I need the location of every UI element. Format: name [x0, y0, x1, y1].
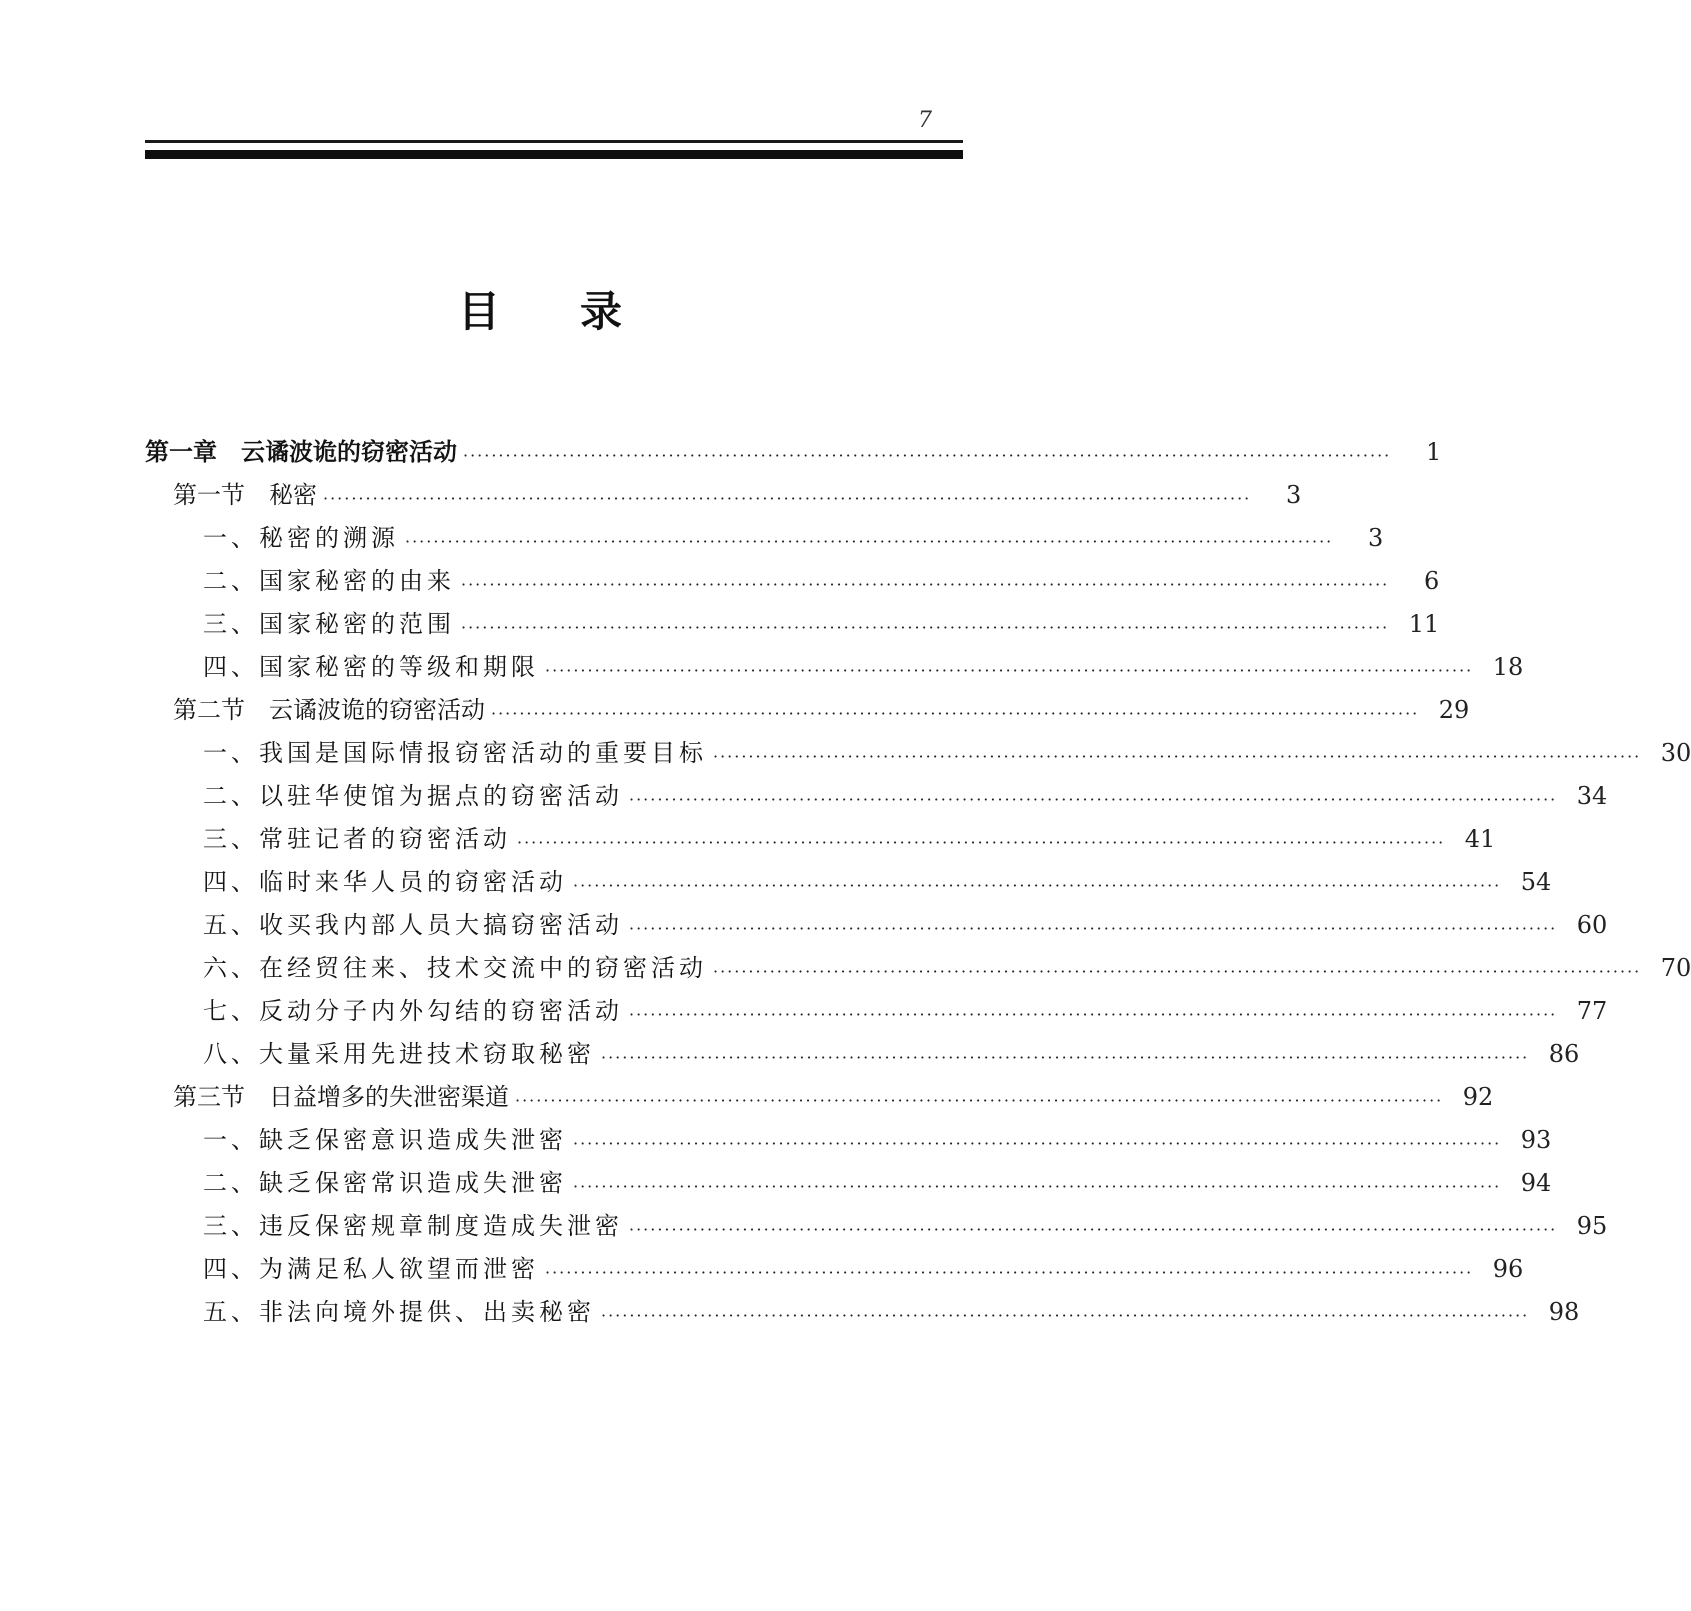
toc-page-number: 77 [1576, 997, 1608, 1025]
toc-leader-dots: ··································································································································· [713, 962, 1642, 981]
toc-leader-dots: ··································································································································· [713, 747, 1642, 766]
header-rule-thick [145, 150, 963, 159]
toc-leader-dots: ··································································································································· [323, 489, 1252, 508]
toc-page-number: 92 [1462, 1083, 1494, 1111]
toc-item[interactable] [0, 863, 1552, 899]
toc-label: 六、在经贸往来、技术交流中的窃密活动 [203, 954, 707, 982]
toc-label: 一、秘密的溯源 [203, 524, 399, 552]
toc-label: 第三节 日益增多的失泄密渠道 [173, 1083, 509, 1111]
toc-page-number: 3 [1367, 524, 1384, 552]
toc-page-number: 60 [1576, 911, 1608, 939]
toc-label: 一、我国是国际情报窃密活动的重要目标 [203, 739, 707, 767]
toc-label: 三、国家秘密的范围 [203, 610, 455, 638]
toc-item[interactable] [0, 519, 1384, 555]
toc-label: 二、以驻华使馆为据点的窃密活动 [203, 782, 623, 810]
toc-chapter[interactable] [0, 433, 1442, 469]
toc-page-number: 30 [1660, 739, 1691, 767]
toc-label: 五、收买我内部人员大搞窃密活动 [203, 911, 623, 939]
toc-page-number: 98 [1548, 1298, 1580, 1326]
toc-label: 二、国家秘密的由来 [203, 567, 455, 595]
toc-label: 第二节 云谲波诡的窃密活动 [173, 696, 485, 724]
toc-label: 八、大量采用先进技术窃取秘密 [203, 1040, 595, 1068]
toc-item[interactable] [0, 1035, 1580, 1071]
toc-page-number: 70 [1660, 954, 1691, 982]
toc-page-number: 34 [1576, 782, 1608, 810]
toc-page-number: 86 [1548, 1040, 1580, 1068]
toc-page-number: 94 [1520, 1169, 1552, 1197]
toc-page-number: 96 [1492, 1255, 1524, 1283]
toc-item[interactable] [0, 1250, 1524, 1286]
toc-leader-dots: ··································································································································· [601, 1306, 1530, 1325]
toc-leader-dots: ··································································································································· [515, 1091, 1444, 1110]
toc-label: 三、常驻记者的窃密活动 [203, 825, 511, 853]
toc-item[interactable] [0, 648, 1524, 684]
toc-leader-dots: ··································································································································· [573, 876, 1502, 895]
toc-item[interactable] [0, 1121, 1552, 1157]
toc-item[interactable] [0, 1164, 1552, 1200]
toc-page-number: 3 [1285, 481, 1302, 509]
toc-page-number: 29 [1438, 696, 1470, 724]
toc-label: 第一章 云谲波诡的窃密活动 [145, 438, 457, 466]
page-number: 7 [918, 108, 932, 133]
toc-page-number: 93 [1520, 1126, 1552, 1154]
toc-leader-dots: ··································································································································· [629, 1005, 1558, 1024]
toc-item[interactable] [0, 949, 1691, 985]
page-title: 目录 [457, 287, 702, 336]
toc-leader-dots: ··································································································································· [463, 446, 1392, 465]
toc-leader-dots: ··································································································································· [545, 661, 1474, 680]
header-rule-thin [145, 140, 963, 143]
toc-leader-dots: ··································································································································· [405, 532, 1334, 551]
toc-item[interactable] [0, 992, 1608, 1028]
toc-item[interactable] [0, 562, 1440, 598]
toc-item[interactable] [0, 605, 1440, 641]
toc-page-number: 1 [1425, 438, 1442, 466]
toc-leader-dots: ··································································································································· [629, 1220, 1558, 1239]
toc-label: 四、为满足私人欲望而泄密 [203, 1255, 539, 1283]
toc-label: 四、国家秘密的等级和期限 [203, 653, 539, 681]
toc-label: 四、临时来华人员的窃密活动 [203, 868, 567, 896]
toc-item[interactable] [0, 1207, 1608, 1243]
toc-leader-dots: ··································································································································· [629, 919, 1558, 938]
toc-item[interactable] [0, 1293, 1580, 1329]
toc-section[interactable] [0, 1078, 1494, 1114]
toc-leader-dots: ··································································································································· [491, 704, 1420, 723]
toc-leader-dots: ··································································································································· [517, 833, 1446, 852]
toc-page-number: 41 [1464, 825, 1496, 853]
toc-label: 三、违反保密规章制度造成失泄密 [203, 1212, 623, 1240]
toc-label: 五、非法向境外提供、出卖秘密 [203, 1298, 595, 1326]
toc-item[interactable] [0, 777, 1608, 813]
toc-leader-dots: ··································································································································· [629, 790, 1558, 809]
toc-page-number: 18 [1492, 653, 1524, 681]
toc-page-number: 6 [1423, 567, 1440, 595]
toc-item[interactable] [0, 906, 1608, 942]
toc-leader-dots: ··································································································································· [573, 1177, 1502, 1196]
toc-label: 一、缺乏保密意识造成失泄密 [203, 1126, 567, 1154]
toc-label: 第一节 秘密 [173, 481, 317, 509]
toc-section[interactable] [0, 691, 1470, 727]
toc-item[interactable] [0, 734, 1691, 770]
toc-page-number: 54 [1520, 868, 1552, 896]
toc-section[interactable] [0, 476, 1302, 512]
toc-page-number: 95 [1576, 1212, 1608, 1240]
toc-label: 二、缺乏保密常识造成失泄密 [203, 1169, 567, 1197]
toc-leader-dots: ··································································································································· [573, 1134, 1502, 1153]
toc-leader-dots: ··································································································································· [545, 1263, 1474, 1282]
toc-label: 七、反动分子内外勾结的窃密活动 [203, 997, 623, 1025]
toc-item[interactable] [0, 820, 1496, 856]
toc-leader-dots: ··································································································································· [461, 618, 1390, 637]
toc-page-number: 11 [1408, 610, 1440, 638]
toc-leader-dots: ··································································································································· [461, 575, 1390, 594]
toc-leader-dots: ··································································································································· [601, 1048, 1530, 1067]
